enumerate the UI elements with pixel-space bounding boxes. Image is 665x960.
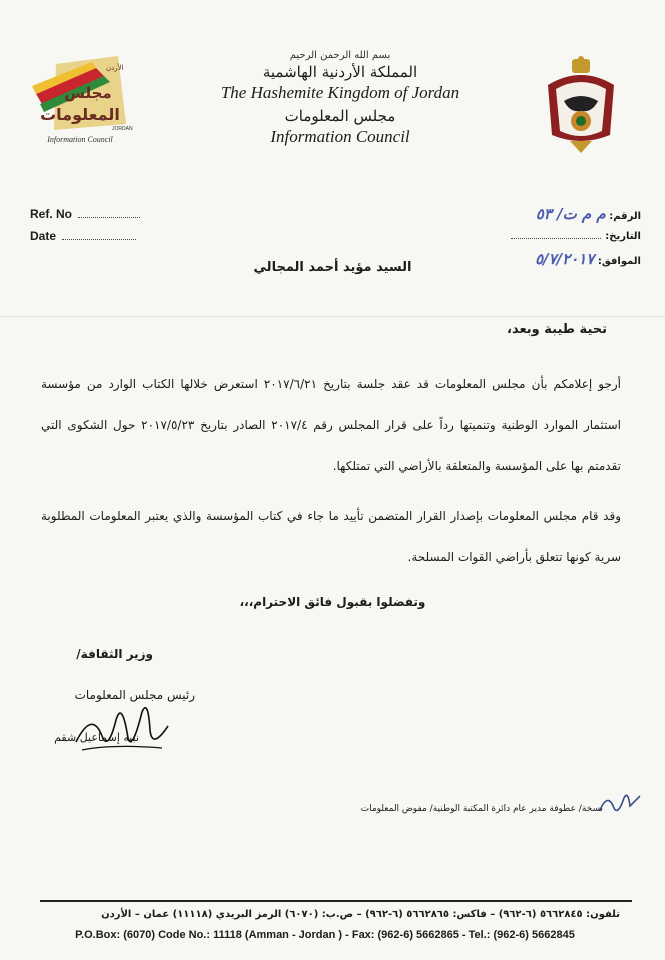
- signatory-title: وزير الثقافة/: [76, 647, 153, 661]
- date-label-ar: التاريخ:: [605, 231, 641, 242]
- paper-fold-line: [0, 316, 665, 317]
- logo-title-1: مجلس: [64, 84, 112, 102]
- handwritten-date: ٥/٧/٢٠١٧: [535, 250, 595, 268]
- date-label: Date: [30, 229, 57, 243]
- body-paragraph-1: أرجو إعلامكم بأن مجلس المعلومات قد عقد جلسة بتاريخ ٢٠١٧/٦/٢١ استعرض خلالها الكتاب الوارد من مؤسسة استثمار الموارد الوطنية وتنميتها رداً على قرار المجلس رقم ٢٠١٧/٤ الصادر بتاريخ ٢٠١٧/٥/٢٣ حول الشكوى التي تقدمتم بها على المؤسسة والمتعلقة بالأراضي التي تمتلكها.: [41, 377, 622, 473]
- kingdom-name-en: The Hashemite Kingdom of Jordan: [220, 83, 460, 102]
- initials-mark: [598, 788, 642, 818]
- footer-divider: [40, 900, 632, 902]
- signatory-role: رئيس مجلس المعلومات: [74, 688, 195, 702]
- copy-to-line: نسخة/ عطوفة مدير عام دائرة المكتبة الوطنية/ مفوض المعلومات: [360, 804, 603, 814]
- ref-no-label: Ref. No: [30, 207, 72, 221]
- corresponding-label-ar: الموافق:: [597, 256, 641, 267]
- date-field-ar: [511, 231, 641, 242]
- body-paragraph-2: وقد قام مجلس المعلومات بإصدار القرار المتضمن تأييد ما جاء في كتاب المؤسسة والذي يعتبر المعلومات المطلوبة سرية كونها تتعلق بأراضي القوات المسلحة.: [41, 509, 621, 564]
- letterhead-title: [190, 50, 490, 147]
- ref-no-field: [30, 207, 140, 221]
- kingdom-name-ar: المملكة الأردنية الهاشمية: [262, 63, 418, 81]
- footer-contact-ar: تلفون: ٥٦٦٢٨٤٥ (٦-٩٦٢) – فاكس: ٥٦٦٢٨٦٥ (٦-٩٦٢) – ص.ب: (٦٠٧٠) الرمز البريدي (١١١١٨) عمان – الأردن: [101, 909, 620, 920]
- handwritten-number: م م ت/ ٥٣: [535, 205, 606, 223]
- signatory-name: نبيه إسماعيل شقم: [54, 731, 139, 744]
- recipient-name: السيد مؤيد أحمد المجالي: [253, 260, 412, 275]
- footer-contact-en: P.O.Box: (6070) Code No.: 11118 (Amman - Jordan ) - Fax: (962-6) 5662865 - Tel.: (962-6) 5662845: [75, 929, 575, 941]
- logo-caption-en: Information Council: [47, 135, 113, 144]
- council-name-ar: مجلس المعلومات: [284, 107, 396, 125]
- date-field: [30, 229, 136, 243]
- basmala: بسم الله الرحمن الرحيم: [289, 50, 391, 61]
- logo-country-en: JORDAN: [112, 126, 133, 132]
- number-field-ar: [536, 205, 641, 223]
- coat-of-arms-icon: [540, 55, 622, 155]
- number-label-ar: الرقم:: [609, 211, 641, 222]
- logo-country-ar: الأردن: [106, 64, 124, 72]
- handwritten-signature: [72, 690, 172, 760]
- council-name-en: Information Council: [270, 127, 410, 146]
- greeting: تحية طيبة وبعد،: [507, 322, 607, 337]
- closing-line: وتفضلوا بقبول فائق الاحترام،،،: [239, 595, 426, 609]
- information-council-logo: [26, 50, 146, 155]
- logo-title-2: المعلومات: [40, 105, 120, 124]
- logo-graphic: [26, 50, 146, 155]
